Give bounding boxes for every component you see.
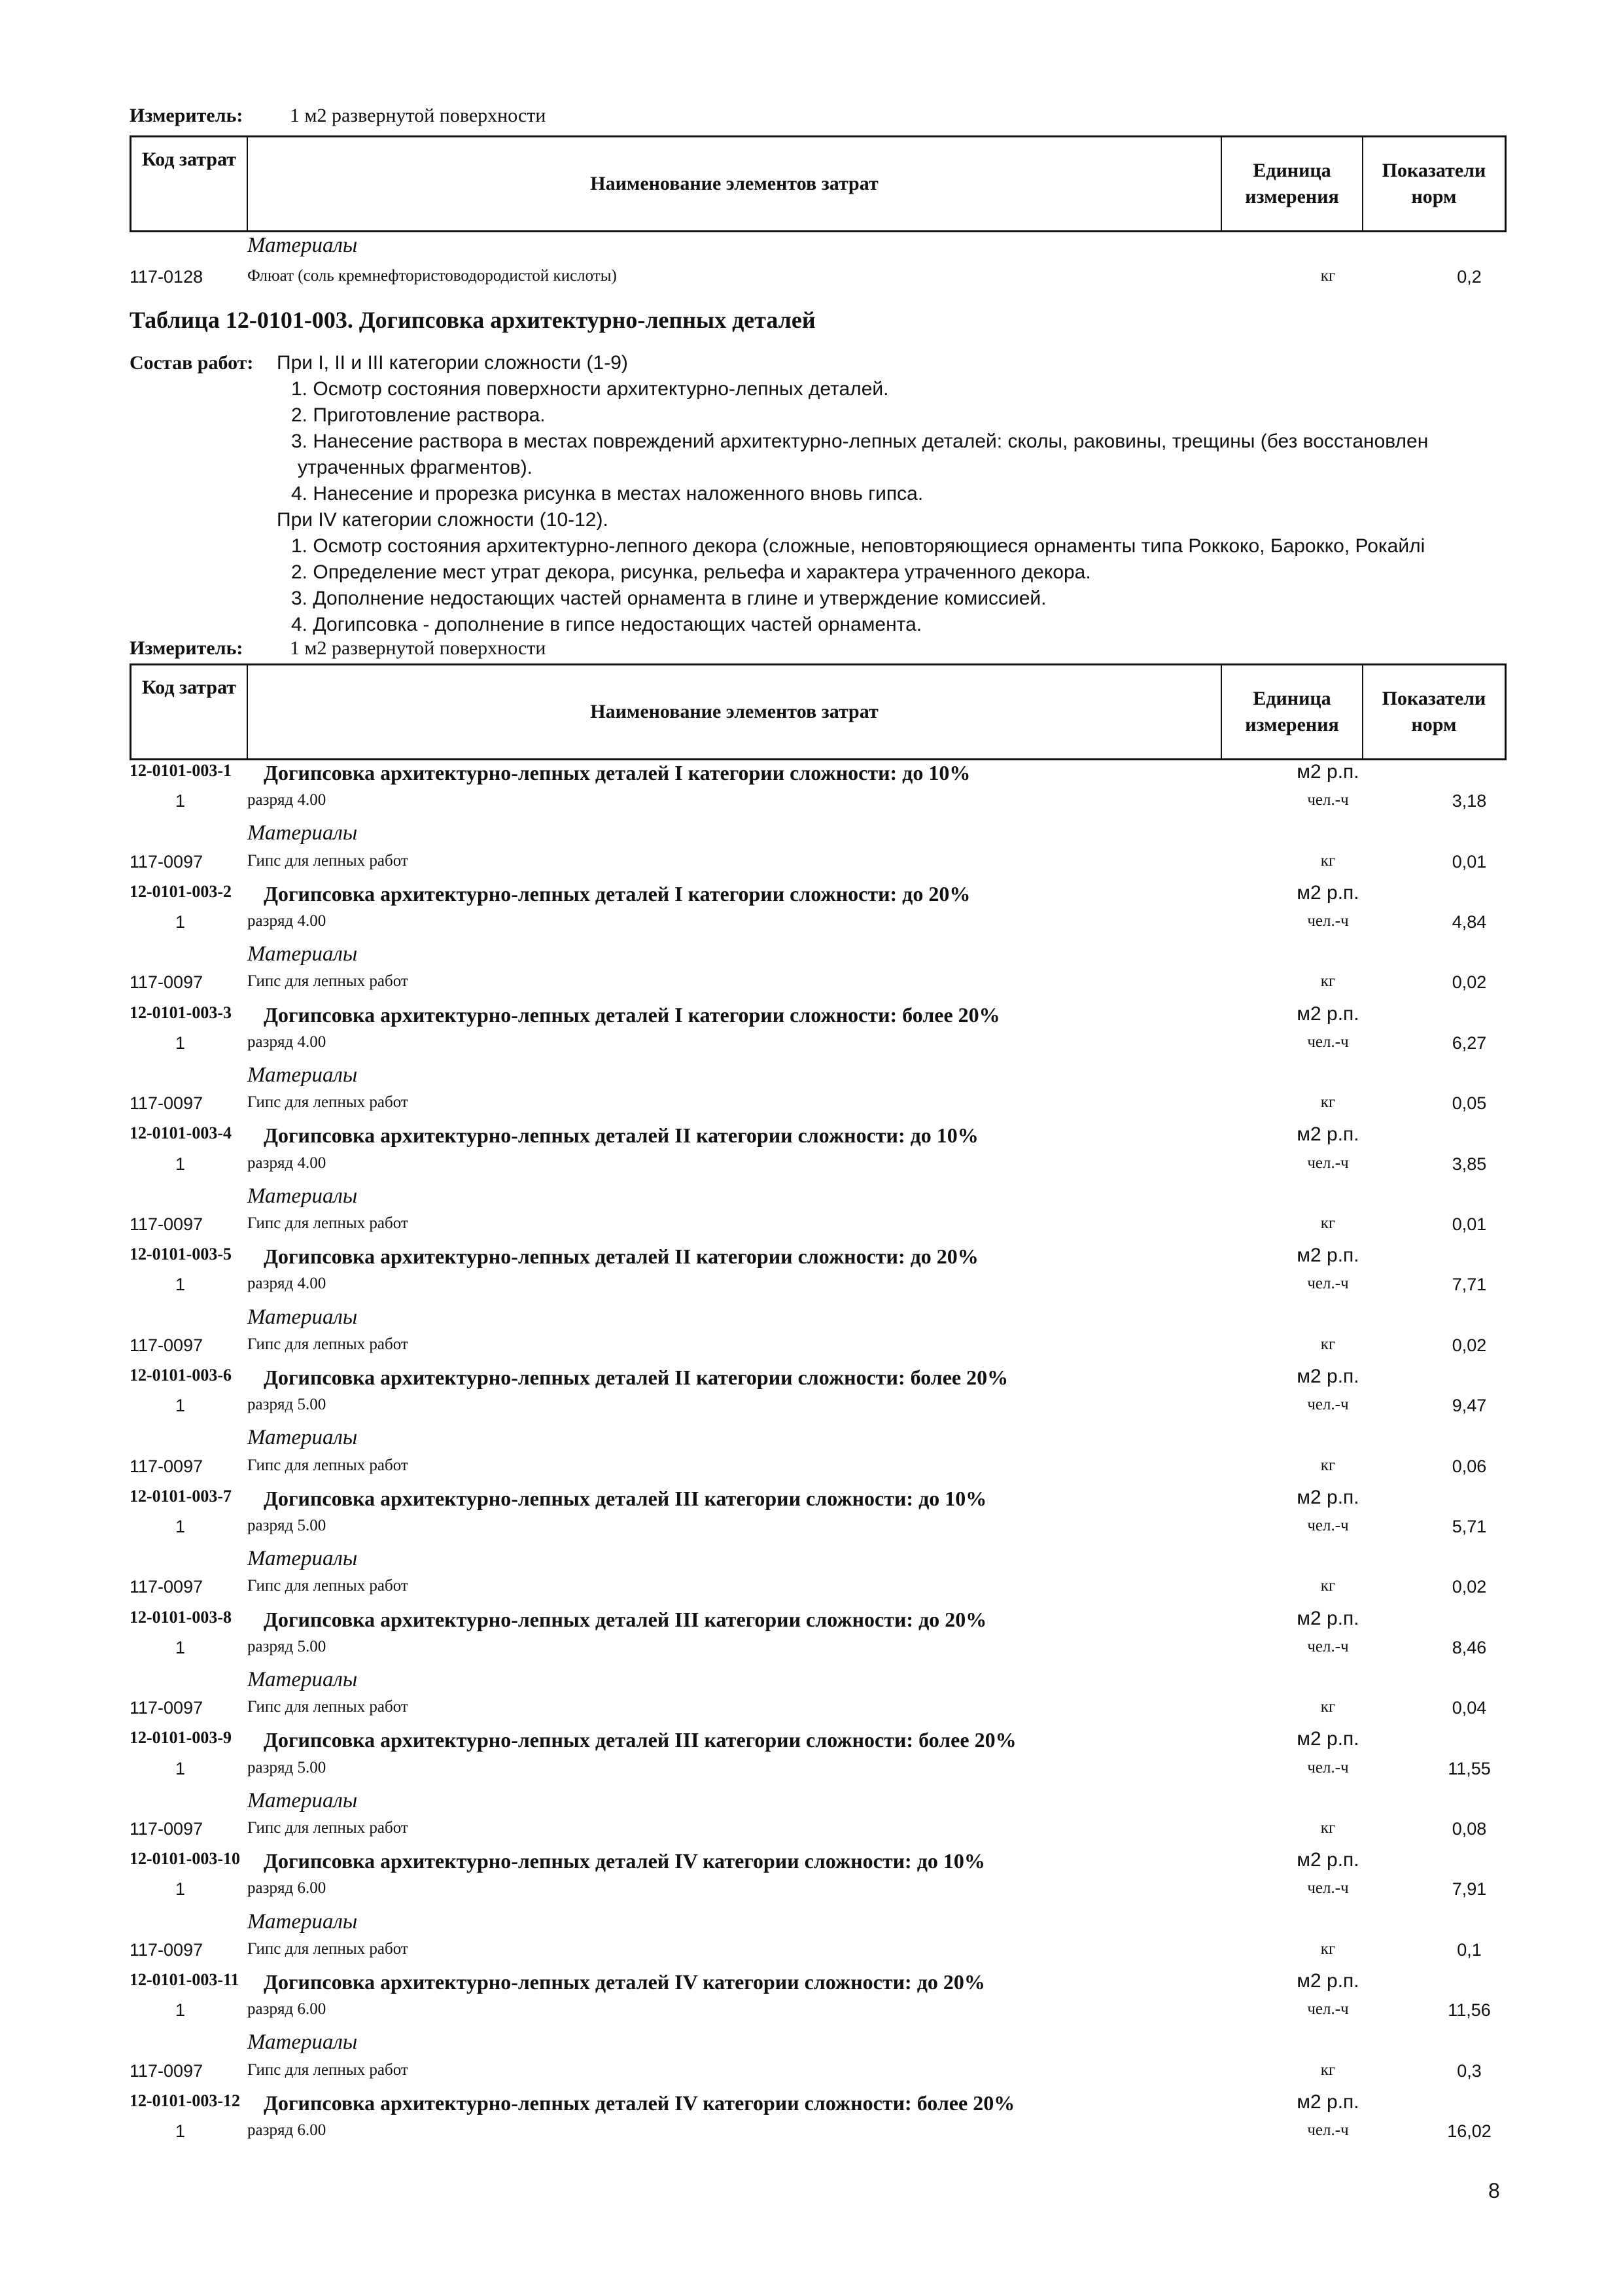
norm-unit: м2 р.п. [1297, 1849, 1359, 1871]
norm-code: 12-0101-003-8 [130, 1608, 232, 1627]
materials-label: Материалы [247, 1305, 358, 1329]
norm-code: 12-0101-003-12 [130, 2091, 240, 2110]
measure-label: Измеритель: [130, 105, 243, 126]
composition-item: 4. Догипсовка - дополнение в гипсе недостающих частей орнамента. [291, 614, 922, 635]
labor-row [130, 912, 1507, 942]
norm-code: 12-0101-003-11 [130, 1970, 239, 1989]
material-name: Гипс для лепных работ [247, 972, 408, 990]
material-code: 117-0097 [130, 1698, 203, 1718]
materials-label: Материалы [247, 1063, 358, 1087]
materials-label: Материалы [247, 1910, 358, 1934]
materials-heading-row [130, 1184, 1507, 1214]
labor-unit: чел.-ч [1307, 912, 1349, 930]
labor-unit: чел.-ч [1307, 2000, 1349, 2018]
material-code: 117-0128 [130, 267, 203, 287]
material-row [130, 1940, 1507, 1970]
material-row [130, 1457, 1507, 1487]
labor-number: 1 [175, 2121, 186, 2141]
norm-title: Догипсовка архитектурно-лепных деталей III категории сложности: до 20% [264, 1608, 987, 1631]
norm-title-row [130, 882, 1507, 912]
norm-title: Догипсовка архитектурно-лепных деталей I категории сложности: более 20% [264, 1003, 1000, 1027]
materials-heading-row [130, 1668, 1507, 1698]
norm-title: Догипсовка архитектурно-лепных деталей II категории сложности: до 10% [264, 1123, 979, 1147]
table-header-main [130, 663, 1507, 760]
labor-value: 7,71 [1452, 1275, 1487, 1294]
material-row [130, 972, 1507, 1002]
material-name: Гипс для лепных работ [247, 1093, 408, 1111]
composition-item: 2. Определение мест утрат декора, рисунка, рельефа и характера утраченного декора. [291, 561, 1091, 583]
norm-title: Догипсовка архитектурно-лепных деталей IV категории сложности: до 10% [264, 1849, 985, 1873]
composition-item: 1. Осмотр состояния архитектурно-лепного декора (сложные, неповторяющиеся орнаменты типа Роккоко, Барокко, Рокайлі [291, 535, 1425, 557]
measure-line-second [130, 637, 546, 660]
labor-number: 1 [175, 1275, 186, 1294]
header-norm: Показатели норм [1382, 688, 1486, 735]
composition-item: 1. Осмотр состояния поверхности архитектурно-лепных деталей. [291, 378, 889, 400]
labor-name: разряд 4.00 [247, 1154, 326, 1172]
materials-heading-row [130, 1910, 1507, 1940]
labor-value: 7,91 [1452, 1879, 1487, 1899]
material-code: 117-0097 [130, 1335, 203, 1355]
norm-title: Догипсовка архитектурно-лепных деталей I категории сложности: до 10% [264, 761, 971, 785]
materials-label: Материалы [247, 1547, 358, 1570]
measure-label: Измеритель: [130, 637, 243, 659]
measure-value: 1 м2 развернутой поверхности [290, 105, 546, 126]
labor-name: разряд 5.00 [247, 1396, 326, 1413]
labor-unit: чел.-ч [1307, 1517, 1349, 1534]
labor-name: разряд 6.00 [247, 1879, 326, 1897]
material-row [130, 1335, 1507, 1366]
material-code: 117-0097 [130, 1457, 203, 1476]
materials-heading-row [130, 942, 1507, 972]
material-value: 0,04 [1452, 1698, 1487, 1718]
labor-value: 5,71 [1452, 1517, 1487, 1536]
labor-name: разряд 4.00 [247, 1275, 326, 1292]
norm-unit: м2 р.п. [1297, 761, 1359, 783]
material-row [130, 1214, 1507, 1245]
materials-label: Материалы [247, 1789, 358, 1812]
material-code: 117-0097 [130, 2061, 203, 2081]
material-unit: кг [1320, 1819, 1336, 1837]
header-name: Наименование элементов затрат [248, 665, 1222, 758]
labor-row [130, 1879, 1507, 1909]
labor-unit: чел.-ч [1307, 2121, 1349, 2139]
norm-unit: м2 р.п. [1297, 2091, 1359, 2113]
composition-item: утраченных фрагментов). [298, 457, 533, 478]
norm-title-row [130, 1608, 1507, 1638]
material-code: 117-0097 [130, 1940, 203, 1960]
labor-value: 9,47 [1452, 1396, 1487, 1415]
norm-title-row [130, 1123, 1507, 1154]
composition-label: Состав работ: [130, 352, 254, 374]
labor-name: разряд 6.00 [247, 2000, 326, 2018]
labor-row [130, 2121, 1507, 2151]
material-code: 117-0097 [130, 852, 203, 872]
material-code: 117-0097 [130, 972, 203, 992]
norm-code: 12-0101-003-9 [130, 1728, 232, 1747]
material-row [130, 1698, 1507, 1728]
material-value: 0,08 [1452, 1819, 1487, 1839]
composition-group1-header: При I, II и III категории сложности (1-9) [277, 352, 628, 374]
material-unit: кг [1320, 1940, 1336, 1958]
material-name: Гипс для лепных работ [247, 1577, 408, 1595]
material-name: Гипс для лепных работ [247, 1819, 408, 1837]
labor-number: 1 [175, 1879, 186, 1899]
materials-label: Материалы [247, 1668, 358, 1691]
labor-name: разряд 6.00 [247, 2121, 326, 2139]
materials-label: Материалы [247, 942, 358, 966]
material-code: 117-0097 [130, 1214, 203, 1234]
norm-unit: м2 р.п. [1297, 1608, 1359, 1629]
composition-item: 2. Приготовление раствора. [291, 404, 546, 426]
composition-block [0, 0, 1492, 654]
material-unit: кг [1320, 972, 1336, 990]
labor-unit: чел.-ч [1307, 1275, 1349, 1292]
labor-value: 4,84 [1452, 912, 1487, 932]
material-name: Гипс для лепных работ [247, 1214, 408, 1232]
material-value: 0,02 [1452, 1335, 1487, 1355]
material-value: 0,02 [1452, 972, 1487, 992]
norm-unit: м2 р.п. [1297, 1123, 1359, 1145]
material-unit: кг [1320, 1698, 1336, 1716]
norm-code: 12-0101-003-3 [130, 1003, 232, 1022]
header-unit: Единица измерения [1222, 665, 1363, 758]
table-title: Таблица 12-0101-003. Догипсовка архитектурно-лепных деталей [130, 307, 816, 333]
material-unit: кг [1320, 1093, 1336, 1111]
material-unit: кг [1320, 1577, 1336, 1595]
labor-row [130, 791, 1507, 821]
composition-item: 3. Дополнение недостающих частей орнамента в глине и утверждение комиссией. [291, 588, 1047, 609]
materials-heading-row [130, 1063, 1507, 1093]
labor-unit: чел.-ч [1307, 1396, 1349, 1413]
norm-code: 12-0101-003-10 [130, 1849, 240, 1868]
header-norm: Показатели норм [1382, 160, 1486, 207]
material-unit: кг [1320, 1335, 1336, 1353]
materials-heading-row [130, 1305, 1507, 1335]
material-name: Гипс для лепных работ [247, 1335, 408, 1353]
material-row [130, 1819, 1507, 1849]
labor-number: 1 [175, 791, 186, 811]
labor-name: разряд 4.00 [247, 912, 326, 930]
material-value: 0,01 [1452, 1214, 1487, 1234]
norm-title-row [130, 1728, 1507, 1758]
labor-number: 1 [175, 1759, 186, 1778]
material-name: Гипс для лепных работ [247, 1698, 408, 1716]
norm-title-row [130, 2091, 1507, 2121]
header-code: Код затрат [131, 137, 248, 230]
materials-heading-row [130, 1789, 1507, 1819]
labor-number: 1 [175, 1638, 186, 1657]
labor-value: 3,85 [1452, 1154, 1487, 1174]
material-row [130, 2061, 1507, 2091]
norm-title: Догипсовка архитектурно-лепных деталей IV категории сложности: до 20% [264, 1970, 985, 1994]
norm-title-row [130, 1366, 1507, 1396]
materials-heading-row [130, 821, 1507, 851]
norm-title: Догипсовка архитектурно-лепных деталей II категории сложности: более 20% [264, 1366, 1009, 1389]
materials-label: Материалы [247, 1184, 358, 1208]
norm-code: 12-0101-003-5 [130, 1245, 232, 1263]
norm-title-row [130, 1487, 1507, 1517]
labor-name: разряд 4.00 [247, 791, 326, 809]
page-number: 8 [1488, 2179, 1500, 2202]
material-name: Гипс для лепных работ [247, 2061, 408, 2079]
norm-code: 12-0101-003-4 [130, 1123, 232, 1142]
material-row [130, 1093, 1507, 1123]
material-value: 0,2 [1457, 267, 1482, 287]
material-value: 0,1 [1457, 1940, 1482, 1960]
material-value: 0,01 [1452, 852, 1487, 872]
labor-value: 11,55 [1448, 1759, 1491, 1778]
norm-code: 12-0101-003-7 [130, 1487, 232, 1506]
materials-heading-row [130, 1426, 1507, 1456]
materials-label: Материалы [247, 234, 358, 257]
norm-title-row [130, 1970, 1507, 2000]
labor-number: 1 [175, 2000, 186, 2020]
labor-row [130, 1154, 1507, 1184]
material-row [130, 852, 1507, 882]
labor-name: разряд 5.00 [247, 1638, 326, 1655]
labor-unit: чел.-ч [1307, 1759, 1349, 1776]
norm-code: 12-0101-003-2 [130, 882, 232, 901]
labor-value: 16,02 [1447, 2121, 1492, 2141]
material-value: 0,02 [1452, 1577, 1487, 1597]
material-unit: кг [1320, 267, 1336, 285]
labor-number: 1 [175, 1396, 186, 1415]
material-unit: кг [1320, 1214, 1336, 1232]
material-value: 0,05 [1452, 1093, 1487, 1113]
composition-item: 3. Нанесение раствора в местах повреждений архитектурно-лепных деталей: сколы, раковины, трещины (без восстановлен [291, 431, 1429, 452]
labor-unit: чел.-ч [1307, 791, 1349, 809]
labor-row [130, 1033, 1507, 1063]
norm-title-row [130, 1849, 1507, 1879]
labor-name: разряд 4.00 [247, 1033, 326, 1051]
labor-number: 1 [175, 1154, 186, 1174]
material-unit: кг [1320, 2061, 1336, 2079]
material-value: 0,3 [1457, 2061, 1482, 2081]
material-name: Гипс для лепных работ [247, 1940, 408, 1958]
norm-title-row [130, 1245, 1507, 1275]
norm-unit: м2 р.п. [1297, 1366, 1359, 1387]
materials-heading-row [130, 1547, 1507, 1577]
materials-label: Материалы [247, 1426, 358, 1449]
materials-label: Материалы [247, 821, 358, 845]
material-unit: кг [1320, 1457, 1336, 1474]
material-code: 117-0097 [130, 1577, 203, 1597]
material-name: Гипс для лепных работ [247, 1457, 408, 1474]
labor-row [130, 1396, 1507, 1426]
norm-unit: м2 р.п. [1297, 1970, 1359, 1992]
material-name: Гипс для лепных работ [247, 852, 408, 870]
labor-name: разряд 5.00 [247, 1759, 326, 1776]
labor-unit: чел.-ч [1307, 1879, 1349, 1897]
norm-title: Догипсовка архитектурно-лепных деталей III категории сложности: до 10% [264, 1487, 987, 1510]
measure-value: 1 м2 развернутой поверхности [290, 637, 546, 659]
material-code: 117-0097 [130, 1819, 203, 1839]
norm-unit: м2 р.п. [1297, 1003, 1359, 1025]
norm-unit: м2 р.п. [1297, 1245, 1359, 1266]
norm-code: 12-0101-003-6 [130, 1366, 232, 1385]
material-unit: кг [1320, 852, 1336, 870]
labor-number: 1 [175, 912, 186, 932]
labor-row [130, 1638, 1507, 1668]
labor-value: 11,56 [1448, 2000, 1491, 2020]
header-code: Код затрат [131, 665, 248, 758]
labor-row [130, 2000, 1507, 2030]
labor-unit: чел.-ч [1307, 1638, 1349, 1655]
norm-title-row [130, 1003, 1507, 1033]
labor-value: 3,18 [1452, 791, 1487, 811]
composition-item: 4. Нанесение и прорезка рисунка в местах наложенного вновь гипса. [291, 483, 924, 504]
norm-unit: м2 р.п. [1297, 1487, 1359, 1508]
materials-label: Материалы [247, 2030, 358, 2054]
labor-name: разряд 5.00 [247, 1517, 326, 1534]
norm-code: 12-0101-003-1 [130, 761, 232, 780]
material-code: 117-0097 [130, 1093, 203, 1113]
norm-title-row [130, 761, 1507, 791]
labor-value: 6,27 [1452, 1033, 1487, 1053]
labor-value: 8,46 [1452, 1638, 1487, 1657]
composition-group2-header: При IV категории сложности (10-12). [277, 509, 608, 531]
material-name: Флюат (соль кремнефтористоводородистой кислоты) [247, 267, 617, 285]
norm-unit: м2 р.п. [1297, 1728, 1359, 1750]
labor-unit: чел.-ч [1307, 1154, 1349, 1172]
norm-title: Догипсовка архитектурно-лепных деталей I категории сложности: до 20% [264, 882, 971, 906]
labor-number: 1 [175, 1033, 186, 1053]
header-name: Наименование элементов затрат [248, 137, 1222, 230]
material-row [130, 1577, 1507, 1607]
labor-row [130, 1275, 1507, 1305]
norm-unit: м2 р.п. [1297, 882, 1359, 904]
norm-title: Догипсовка архитектурно-лепных деталей IV категории сложности: более 20% [264, 2091, 1015, 2115]
norm-title: Догипсовка архитектурно-лепных деталей II категории сложности: до 20% [264, 1245, 979, 1268]
labor-row [130, 1517, 1507, 1547]
labor-row [130, 1759, 1507, 1789]
labor-number: 1 [175, 1517, 186, 1536]
material-value: 0,06 [1452, 1457, 1487, 1476]
header-unit: Единица измерения [1222, 137, 1363, 230]
materials-heading-row [130, 2030, 1507, 2060]
labor-unit: чел.-ч [1307, 1033, 1349, 1051]
norm-title: Догипсовка архитектурно-лепных деталей III категории сложности: более 20% [264, 1728, 1017, 1752]
